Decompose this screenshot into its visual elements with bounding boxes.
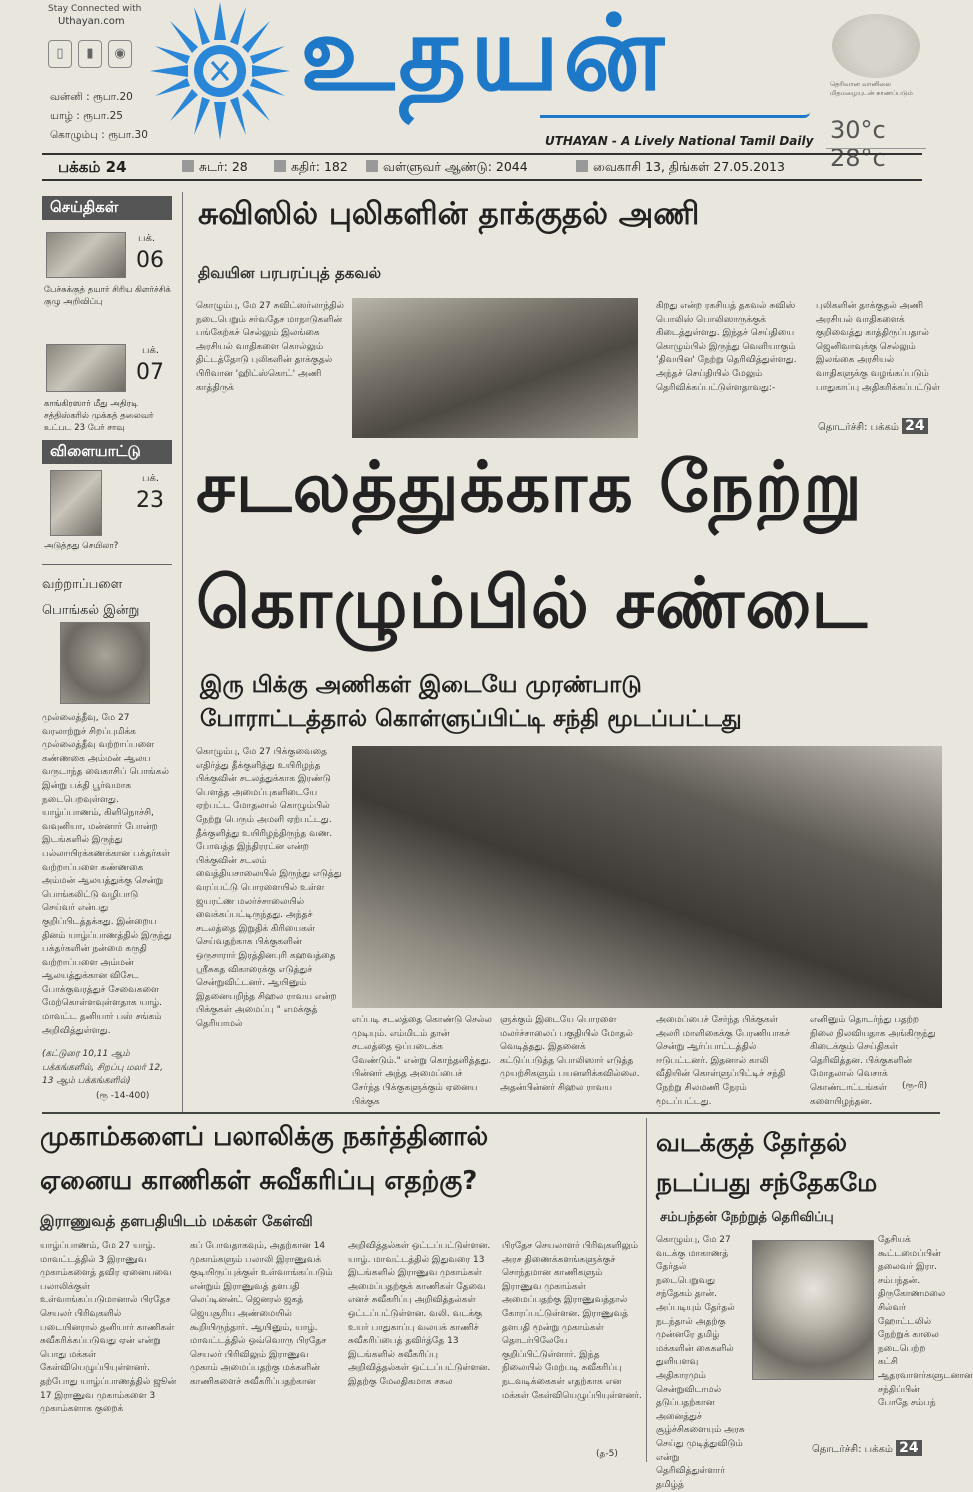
story3-col3: அறிவித்தல்கள் ஒட்டப்பட்டுள்ளன. யாழ். மாவட்டத்தில் இதுவரை 13 இடங்களில் இராணுவ முகாம்கள் அமைப்பதற்குக் காணிகள் தேவை எனச் சுவீகரிப்பு அறிவித்தல்கள் ஒட்டப்பட்டுள்ளன. வலி. வடக்கு உயர் பாதுகாப்பு வலயக் காணிச் சுவீகரிப்பைத் தவிர்த்தே 13 இடங்களில் சுவீகரிப்பு அறிவித்தல்கள் ஒட்டப்பட்டுள்ளன. இதற்கு மேலதிகமாக சகல [348,1241,491,1387]
story4-headline-line2[interactable]: நடப்பது சந்தேகமே [656,1168,878,1197]
story1-col1: கொழும்பு, மே 27 சுவிட்ஸர்லாந்தில் நடைபெறும் சர்வதேச மாநாடுகளின் பங்கேற்கச் செல்லும் இலங்கை அரசியல் வாதிகளை கொல்லும் திட்டத்தோடு புலிகளின் தாக்குதல் பிரிவான 'ஹிட்ஸ்கொட்' அணி காத்திருக் [196,301,344,393]
story2-col-b4: எனினும் தொடர்ந்து பதற்ற நிலை நிலவியதாக அங்கிருந்து கிடைக்கும் செய்திகள் தெரிவித்தன. பிக்குகளின் மோதலால் வெசாக் கொண்டாட்டங்கள் களையிழந்தன. [810,1015,936,1107]
price-colombo: கொழும்பு : ரூபா.30 [50,129,148,141]
news-caption-1[interactable]: பேச்சுக்குத் தயார் சிரிய கிளர்ச்சிக் குழு அறிவிப்பு [44,285,171,307]
logo-underline [540,112,810,118]
story4-col-left: கொழும்பு, மே 27 வடக்கு மாகாணத் தேர்தல் நடைபெறுவது சந்தேகம் தான். அப்படியும் தேர்தல் நடந்தால் அதற்கு முன்னரே தமிழ் மக்களின் கைகளில் துளியளவு அதிகாரமும் சென்றுவிடாமல் தடுப்பதற்கான அனைத்துச் சூழ்ச்சிகளையும் அரசு செய்து முடித்துவிடும் என்று தெரிவித்துள்ளார் தமிழ்த் [656,1235,745,1490]
crowd-photo [352,746,942,1008]
pongal-ref: (கட்டுரை 10,11 ஆம் பக்கங்களில், சிறப்பு மலர் 12, 13 ஆம் பக்கங்களில்) [42,1049,164,1087]
phone-icon[interactable]: ▮ [78,40,102,68]
square-icon [576,160,588,172]
left-divider [42,564,172,565]
section-rule [42,1112,940,1114]
pongal-title: வற்றாப்பளை பொங்கல் இன்று [42,577,140,618]
story3-headline-line1[interactable]: முகாம்களைப் பலாலிக்கு நகர்த்தினால் [40,1122,489,1152]
temple-photo [60,622,150,704]
kathir [274,159,348,176]
story1-col3: புலிகளின் தாக்குதல் அணி அரசியல் வாதிகளைக் குறிவைத்து காத்திருப்பதால் ஜெனிவாவுக்கு செல்லும் இலங்கை அரசியல் வாதிகளுக்கு வழங்கப்படும் பாதுகாப்பு அதிகரிக்கப்பட்டுள் [816,301,940,393]
story4-headline-line1[interactable]: வடக்குத் தேர்தல் [656,1128,848,1157]
story4-col-right: தேசியக் கூட்டமைப்பின் தலைவர் இரா. சம்பந்தன். திருகோணமலை சில்வர் ஹோட்டலில் நேற்றுக் காலை நடைபெற்ற கட்சி ஆதரவாளர்களுடனான சந்திப்பின் போதே சம்பந் [878,1235,973,1409]
sudar [182,159,248,176]
dateline-bar [42,153,922,181]
story4-subhead: சம்பந்தன் நேற்றுத் தெரிவிப்பு [660,1210,834,1225]
story3-col1: யாழ்ப்பாணம், மே 27 யாழ். மாவட்டத்தில் 3 இராணுவ முகாம்களைத் தவிர ஏனையவை பலாலிக்குள் உள்வாங்கப்படுமானால் பிரதேச செயலர் பிரிவுகளில் படையினரால் தனியார் காணிகள் சுவீகரிக்கப்படுவது ஏன் என்று பொது மக்கள் கேள்வியெழுப்பியுள்ளனர். தற்போது யாழ்ப்பாணத்தில் ஜூன் 17 இராணுவ முகாம்களை 3 முகாம்களாக குறைக் [40,1241,177,1415]
sports-section-tag[interactable]: விளையாட்டு [42,440,172,464]
valluvar-text: வள்ளுவர் ஆண்டு: 2044 [383,159,528,174]
web-icon[interactable]: ◉ [108,40,132,68]
news-section-tag[interactable]: செய்திகள் [42,196,172,220]
square-icon [274,160,286,172]
column-rule [182,192,183,1112]
story1-headline[interactable]: சுவிஸில் புலிகளின் தாக்குதல் அணி [198,196,700,232]
price-list [50,88,148,145]
story2-col-b1: எப்படி சடலத்தை கொண்டு செல்ல முடியும். எம்மிடம் தான் சடலத்தை ஒப்படைக்க வேண்டும்." என்று கொந்தளித்தது. பின்னர் அந்த அமைப்பைச் சேர்ந்த பிக்குகளுக்கும் ஏனைய பிக்குக [352,1015,492,1107]
story2-col-b3: அமைப்பைச் சேர்ந்த பிக்குகள் அலரி மாளிகைக்கு பேரணியாகச் சென்று ஆர்ப்பாட்டத்தில் ஈடுபட்டனர். இதனால் காலி வீதியின் கொள்ளுப்பிட்டிச் சந்தி நேற்று சிலமணி நேரம் மூடப்பட்டது. [656,1015,790,1107]
story3-col4: பிரதேச செயலாளர் பிரிவுகளிலும் அரச திணைக்களங்களுக்குச் சொந்தமான காணிகளும் இராணுவ முகாம்கள் அமைப்பதற்கு இராணுவத்தால் கோரப்பட்டுள்ளன. இராணுவத் தளபதி மூன்று முகாம்கள் தொடர்பிலேயே குறிப்பிட்டுள்ளார். இந்த நிலையில் மேற்படி சுவீகரிப்பு நடவடிக்கைகள் எதற்காக என மக்கள் கேள்வியெழுப்பியுள்ளனர். [502,1241,642,1401]
date-text: வைகாசி 13, திங்கள் 27.05.2013 [593,159,785,174]
page-label: பக். [138,233,156,244]
stay-connected-label: Stay Connected with [48,4,142,14]
page-label: பக். [142,345,160,356]
story2-subhead1: இரு பிக்கு அணிகள் இடையே முரண்பாடு [200,672,642,698]
sampanthan-photo [752,1240,874,1380]
story1-continued[interactable] [818,418,928,434]
social-icons [48,40,138,70]
sports-thumb[interactable] [50,470,102,536]
column-rule [646,1118,647,1462]
pongal-body: முல்லைத்தீவு, மே 27 வரலாற்றுச் சிறப்புமிக்க முல்லைத்தீவு வற்றாப்பளை கண்ணகை அம்மன் ஆலய வருடாந்த வைகாசிப் பொங்கல் இன்று பக்தி பூர்வமாக நடைபெறவுள்ளது. யாழ்ப்பாணம், கிளிநொச்சி, வவுனியா, மன்னார் போன்ற இடங்களில் இருந்து பல்லாயிரக்கணக்கான பக்தர்கள் வற்றாப்பளை கண்ணகை அம்மன் ஆலயத்துக்கு சென்று பொங்கலிட்டு வழிபாடு செய்வர் என்பது குறிப்பிடத்தக்கது. இன்றைய தினம் யாழ்ப்பாணத்தில் இருந்து பக்தர்களின் நன்மை கருதி வற்றாப்பளை அம்மன் ஆலயத்துக்கான விசேட போக்குவரத்துச் சேவைகளை மேற்கொள்ளவுள்ளதாக யாழ். மாவட்ட தனியார் பஸ் சங்கம் அறிவித்துள்ளது. [42,713,172,1036]
issue-date [576,159,785,176]
continued-page[interactable]: 24 [896,1440,921,1456]
story4-continued[interactable] [812,1440,922,1456]
weather-sun-icon [832,14,920,78]
site-url[interactable]: Uthayan.com [58,16,125,27]
story3-credit: (த-5) [596,1449,618,1459]
news-caption-2[interactable]: காங்கிரஸார் மீது அதிரடி சத்திஸ்கரில் முக்கத் தலைவர் உட்பட 23 பேர் சாவு [44,399,154,433]
story2-col-left: கொழும்பு, மே 27 பிக்குவைதை எதிர்த்து தீக்குளித்து உயிரிழந்த பிக்குவின் சடலத்துக்காக இரண்டு பௌத்த அமைப்புகளிடையே ஏற்பட்ட மோதலால் கொழும்பில் நேற்று பெரும் அமளி ஏற்பட்டது. தீக்குளித்து உயிரிழந்திருந்த வண. போவத்த இந்திரரட்ன என்ற பிக்குவின் சடலம் வைத்தியசாலையில் இருந்து எடுத்து வரப்பட்டு பொரளையில் உள்ள ஜயரட்ண மலர்ச்சாலையில் வைக்கப்பட்டிருந்தது. அந்தச் சடலத்தை இறுதிக் கிரியைகள் செய்வதற்காக பிக்குகளின் ஒருசாரார் இரத்தினபுரி கஹவத்தை ஸ்ரீசுகத விகாரைக்கு எடுத்துச் சென்றுவிட்டனர். ஆயினும் இதனையறிந்த சிஹல ராவய என்ற பிக்குகள் அமைப்பு " எமக்குத் தெரியாமல் [196,747,342,1029]
story3-subhead: இராணுவத் தளபதியிடம் மக்கள் கேள்வி [40,1212,313,1230]
news-thumb-2[interactable] [46,344,126,392]
story3-headline-line2[interactable]: ஏனைய காணிகள் சுவீகரிப்பு எதற்கு? [40,1166,478,1196]
sudar-text: சுடர்: 28 [199,159,248,174]
continued-label: தொடர்ச்சி: பக்கம் [818,422,899,433]
page-ref[interactable]: 07 [136,360,164,385]
square-icon [182,160,194,172]
story2-credit: (ரூ-ரி) [902,1081,928,1091]
price-vanni: வன்னி : ரூபா.20 [50,91,133,103]
story2-subhead2: போராட்டத்தால் கொள்ளுப்பிட்டி சந்தி மூடப்பட்டது [200,706,742,732]
price-jaffna: யாழ் : ரூபா.25 [50,110,123,122]
weather-divider [826,148,926,149]
page-ref[interactable]: 23 [136,488,164,513]
valluvar-year [366,159,528,176]
page-ref[interactable]: 06 [136,248,164,273]
sports-caption[interactable]: அடுத்தது செயிலா? [44,541,119,551]
weather-note: தெரிவான வானிலை மிதமழையுடன் காணப்படும் [830,80,913,97]
news-thumb-1[interactable] [46,232,126,278]
tablet-icon[interactable]: ▯ [48,40,72,68]
sun-logo-icon [150,2,290,140]
story2-headline-line2[interactable]: கொழும்பில் சண்டை [196,562,869,644]
story1-col2: கிறது என்ற ரகசியத் தகவல் சுவிஸ் பொலிஸ் பொலிஸாருக்குக் கிடைத்துள்ளது. இந்தச் செய்தியை கொழும்பில் இருந்து வெளியாகும் 'திவயின' நேற்று தெரிவித்துள்ளது. அந்தச் செய்தியில் மேலும் தெரிவிக்கப்பட்டுள்ளதாவது:- [656,301,797,393]
square-icon [366,160,378,172]
story2-headline-line1[interactable]: சடலத்துக்காக நேற்று [196,446,863,528]
tagline: UTHAYAN - A Lively National Tamil Daily [545,134,814,148]
continued-label: தொடர்ச்சி: பக்கம் [812,1444,893,1455]
story3-col2: கப் போவதாகவும், அதற்கான 14 முகாம்களும் பலாலி இராணுவக் குடியிருப்புக்குள் உள்வாங்கப்படும் என்றும் இராணுவத் தளபதி லெப்டினன்ட் ஜெனரல் ஜகத் ஜெயசூரிய அண்மையில் கூறியிருந்தார். ஆயினும், யாழ். மாவட்டத்தில் ஒவ்வொரு பிரதேச செயலர் பிரிவிலும் இராணுவ முகாம் அமைப்பதற்கு மக்களின் காணிகளைச் சுவீகரிப்பதற்கான [190,1241,333,1387]
temperature: 30°c 28°c [830,116,886,172]
uthayan-logo: உதயன் [300,0,669,114]
story2-col-b2: ளுக்கும் இடையே பொரளை மலர்ச்சாலைப் பகுதியில் மோதல் வெடித்தது. இதனைக் கட்டுப்படுத்த பொலிஸார் எடுத்த முயற்சிகளும் பயனளிக்கவில்லை. அதன்பின்னர் சிஹல ராவய [500,1015,640,1093]
kathir-text: கதிர்: 182 [291,159,348,174]
continued-page[interactable]: 24 [902,418,927,434]
soldier-photo [352,298,638,438]
page-label: பக். [142,473,160,484]
pongal-credit: (ரூ -14-400) [96,1091,150,1101]
page-number: பக்கம் 24 [58,158,127,176]
story1-subhead: திவயின பரபரப்புத் தகவல் [198,264,382,282]
